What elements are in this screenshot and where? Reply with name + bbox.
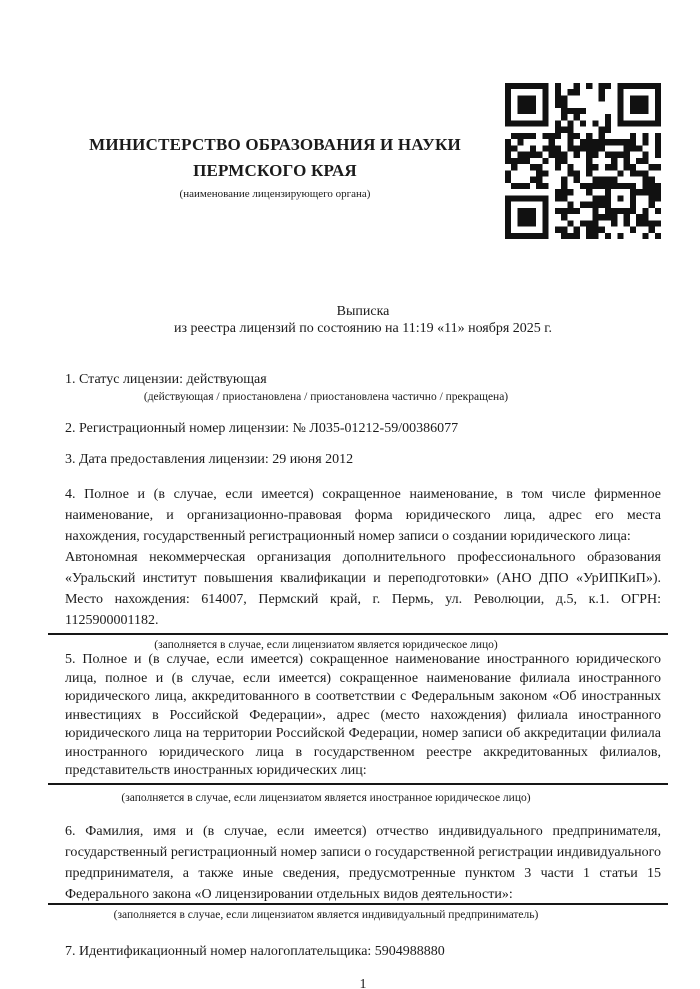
document-title-line2: из реестра лицензий по состоянию на 11:19 «11» ноября 2025 г. [174,320,552,336]
item-6-caption: (заполняется в случае, если лицензиатом является индивидуальный предприниматель) [113,908,539,921]
qr-code [505,83,661,239]
item-4-caption: (заполняется в случае, если лицензиатом является юридическое лицо) [154,639,498,651]
page-number: 1 [359,976,367,989]
item-5-fill-line [48,783,668,785]
ministry-name-caption: (наименование лицензирующего органа) [179,188,371,200]
item-4-legal-entity-value: Автономная некоммерческая организация дополнительного профессионального образования «Уральский институт повышения квалификации и переподготовки» (АНО ДПО «УрИПКиП»). Место нахождения: 614007, Пермский край, г. Пермь, ул. Революции, д.5, к.1. ОГРН: 1125900001182. [65,550,661,628]
ministry-name-line1: МИНИСТЕРСТВО ОБРАЗОВАНИЯ И НАУКИ [89,135,461,154]
item-5-caption: (заполняется в случае, если лицензиатом является иностранное юридическое лицо) [121,791,531,804]
licensing-authority-header [65,132,485,201]
ministry-name-line2: ПЕРМСКОГО КРАЯ [193,161,357,180]
item-2-registration-number: 2. Регистрационный номер лицензии: № Л035-01212-59/00386077 [65,421,459,436]
item-4-fill-line [48,633,668,635]
document-title [65,304,661,337]
item-5-foreign-entity-prompt: 5. Полное и (в случае, если имеется) сокращенное наименование иностранного юридического лица, полное и (в случае, если имеется) сокращенное наименование филиала иностранного юридического лица, аккредитованного в соответствии с Федеральным законом «Об иностранных инвестициях в Российской Федерации», адрес (место нахождения) филиала иностранного юридического лица на территории Российской Федерации, номер записи об аккредитации филиала иностранного юридического лица в государственном реестре аккредитованных филиалов, представительств иностранных юридических лиц: [65,652,661,778]
document-title-line1: Выписка [336,304,390,319]
document-body [65,304,661,989]
item-1-license-status: 1. Статус лицензии: действующая [65,372,267,387]
item-6-entrepreneur-prompt: 6. Фамилия, имя и (в случае, если имеется) отчество индивидуального предпринимателя, государственный регистрационный номер записи о государственной регистрации индивидуального предпринимателя, а также иные сведения, предусмотренные пунктом 3 части 1 статьи 15 Федерального закона «О лицензировании отдельных видов деятельности»: [65,823,661,902]
item-3-grant-date: 3. Дата предоставления лицензии: 29 июня 2012 [65,452,354,467]
item-4-legal-entity-prompt: 4. Полное и (в случае, если имеется) сокращенное наименование, в том числе фирменное наименование, и организационно-правовая форма юридического лица, адрес его места нахождения, государственный регистрационный номер записи о создании юридического лица: [65,487,661,544]
item-1-caption: (действующая / приостановлена / приостановлена частично / прекращена) [143,391,509,403]
item-7-taxpayer-id: 7. Идентификационный номер налогоплательщика: 5904988880 [65,943,445,959]
